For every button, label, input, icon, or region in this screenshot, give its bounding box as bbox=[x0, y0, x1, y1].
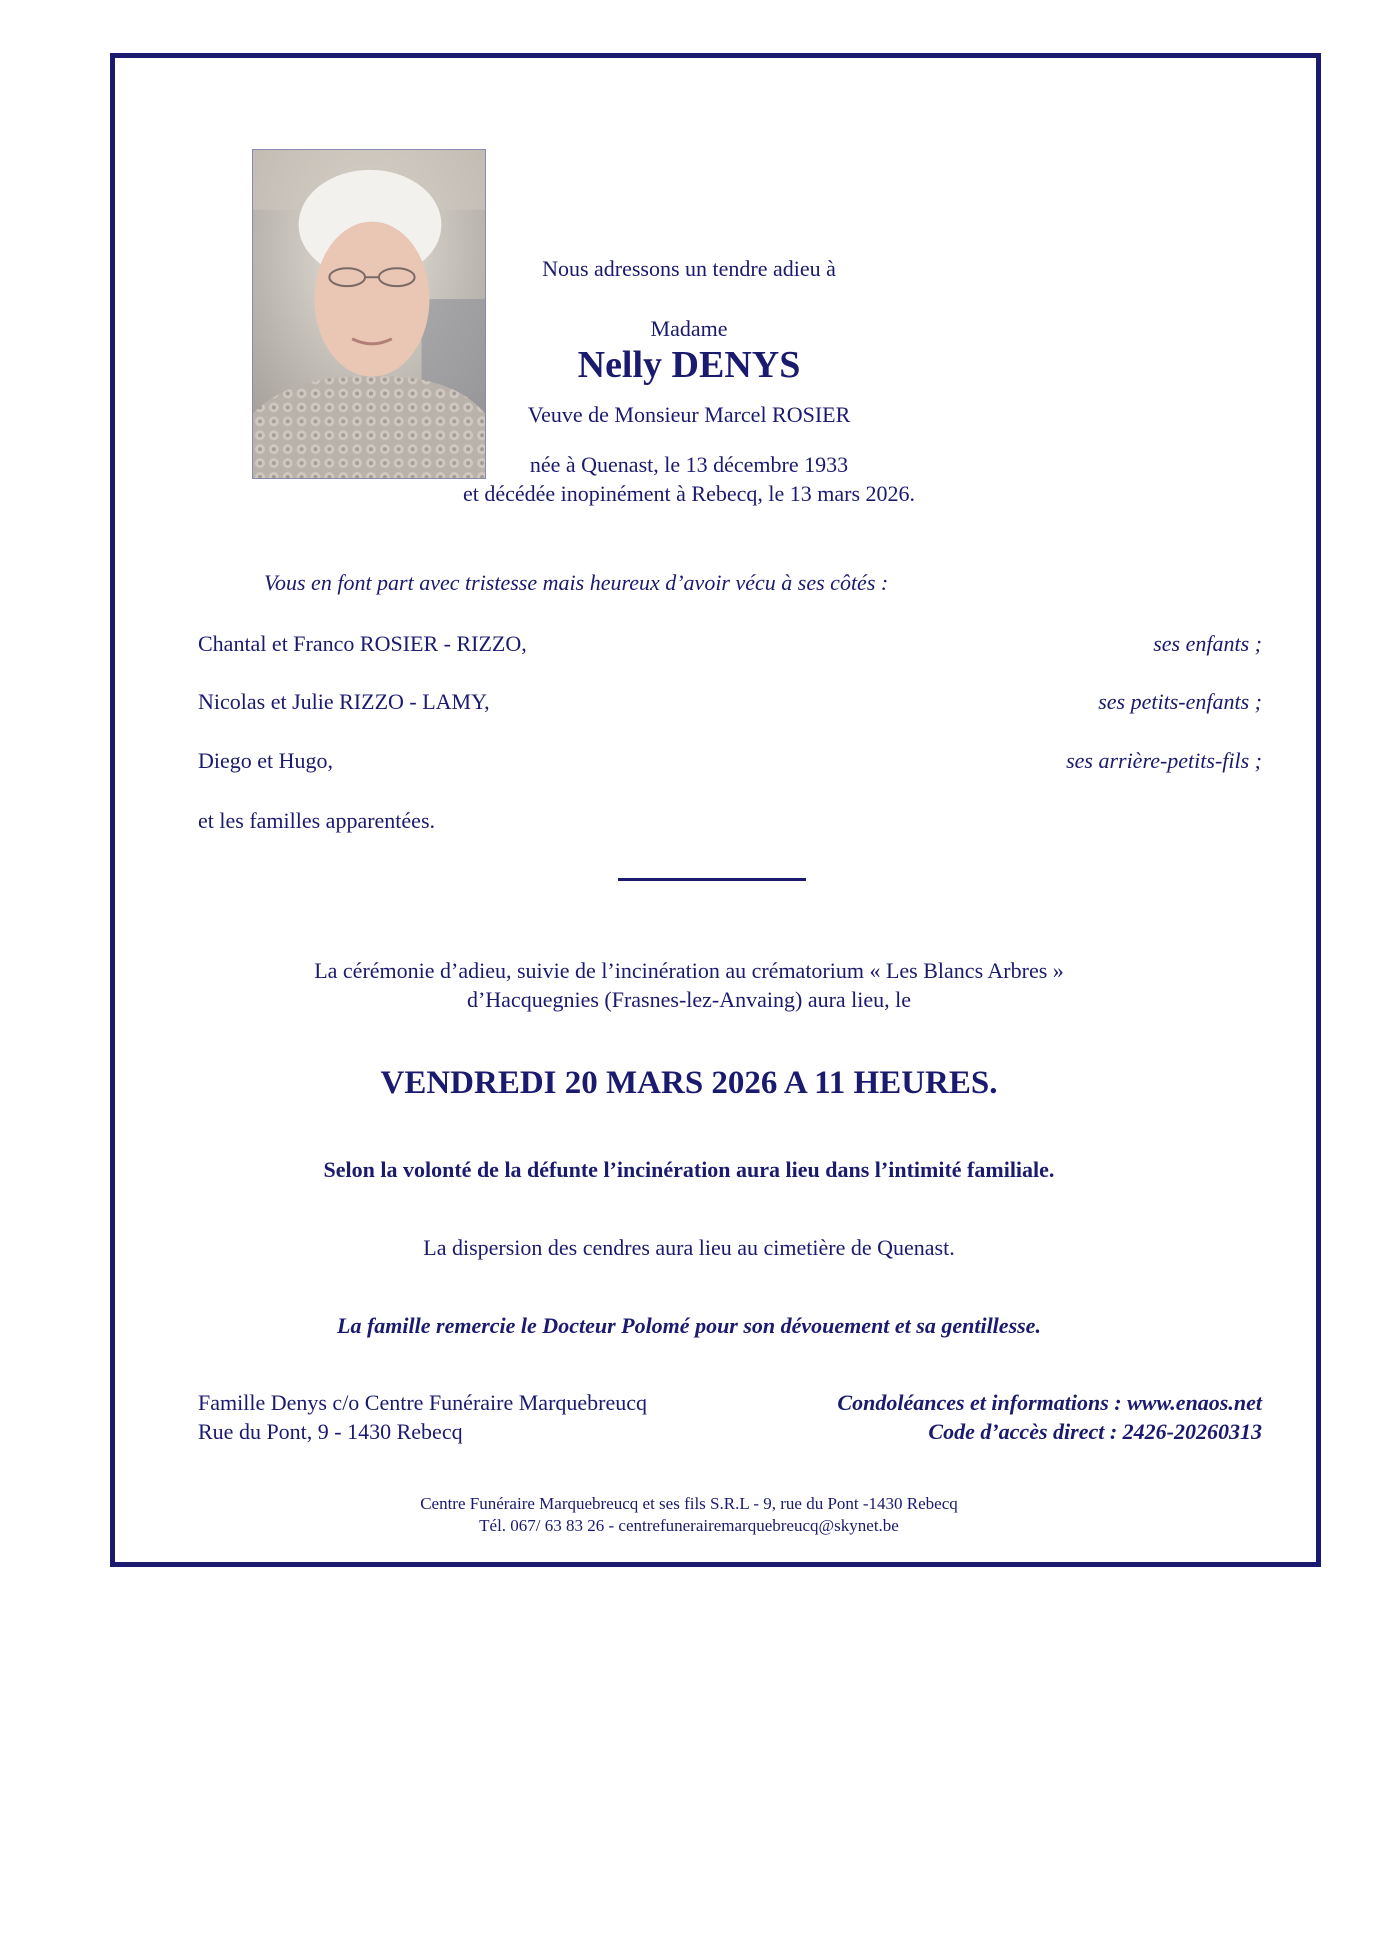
contact-street: Rue du Pont, 9 - 1430 Rebecq bbox=[198, 1419, 463, 1444]
ashes-notice: La dispersion des cendres aura lieu au cimetière de Quenast. bbox=[423, 1235, 955, 1260]
contact-family-address: Famille Denys c/o Centre Funéraire Marquebreucq bbox=[198, 1390, 648, 1415]
portrait-photo bbox=[252, 149, 486, 479]
death-line: et décédée inopinément à Rebecq, le 13 mars 2026. bbox=[462, 481, 916, 506]
widow-line: Veuve de Monsieur Marcel ROSIER bbox=[527, 402, 851, 427]
title-madame: Madame bbox=[650, 316, 728, 341]
access-code: Code d’accès direct : 2426-20260313 bbox=[928, 1419, 1262, 1444]
ceremony-line-1: La cérémonie d’adieu, suivie de l’incinération au crématorium « Les Blancs Arbres » bbox=[314, 958, 1064, 983]
intro-line: Nous adressons un tendre adieu à bbox=[542, 256, 836, 281]
ceremony-line-2: d’Hacquegnies (Frasnes-lez-Anvaing) aura lieu, le bbox=[466, 987, 912, 1012]
footer-line-2: Tél. 067/ 63 83 26 - centrefunerairemarquebreucq@skynet.be bbox=[479, 1516, 899, 1535]
family-relation-3: ses arrière-petits-fils ; bbox=[1066, 748, 1262, 773]
intimacy-notice: Selon la volonté de la défunte l’incinération aura lieu dans l’intimité familiale. bbox=[323, 1157, 1055, 1182]
deceased-name: Nelly DENYS bbox=[577, 344, 801, 386]
family-relation-2: ses petits-enfants ; bbox=[1098, 689, 1262, 714]
family-relation-1: ses enfants ; bbox=[1153, 631, 1262, 656]
family-names-2: Nicolas et Julie RIZZO - LAMY, bbox=[198, 689, 490, 714]
birth-line: née à Quenast, le 13 décembre 1933 bbox=[529, 452, 849, 477]
family-names-3: Diego et Hugo, bbox=[198, 748, 334, 773]
family-names-1: Chantal et Franco ROSIER - RIZZO, bbox=[198, 631, 527, 656]
family-closing: et les familles apparentées. bbox=[198, 808, 436, 833]
family-intro: Vous en font part avec tristesse mais heureux d’avoir vécu à ses côtés : bbox=[264, 570, 889, 595]
footer-line-1: Centre Funéraire Marquebreucq et ses fils S.R.L - 9, rue du Pont -1430 Rebecq bbox=[420, 1494, 958, 1513]
thanks-notice: La famille remercie le Docteur Polomé pour son dévouement et sa gentillesse. bbox=[337, 1313, 1041, 1338]
ceremony-date: VENDREDI 20 MARS 2026 A 11 HEURES. bbox=[380, 1065, 998, 1101]
divider-rule bbox=[618, 878, 806, 881]
condolences-link[interactable]: Condoléances et informations : www.enaos.net bbox=[837, 1390, 1262, 1415]
